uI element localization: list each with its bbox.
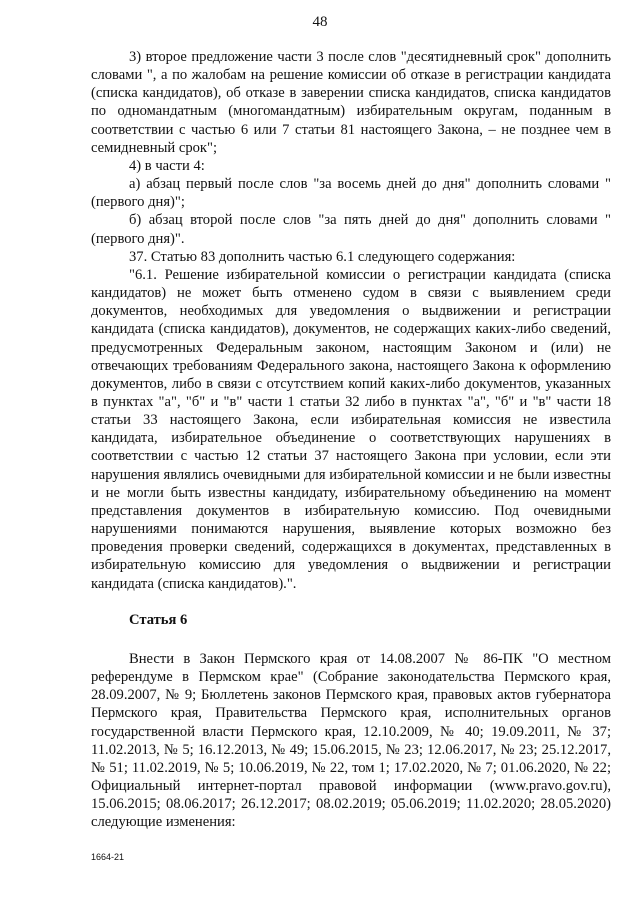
- paragraph-part-6-1: "6.1. Решение избирательной комиссии о регистрации кандидата (списка кандидатов) не может быть отменено судом в связи с выявлением среди документов, необходимых для уведомления о выдвижении и регистрации кандидата (списка кандидатов), документов, не содержащих каких-либо сведений, предусмотренных Федеральным законом, настоящим Законом и (или) не отвечающих требованиям Федерального закона, настоящего Закона к оформлению документов, либо в связи с отсутствием копий каких-либо документов, указанных в пунктах "а", "б" и "в" части 1 статьи 32 либо в пунктах "а", "б" и "в" части 18 статьи 33 настоящего Закона, если избирательная комиссия не известила кандидата, избирательное объединение о соответствующих нарушениях в соответствии с частью 12 статьи 37 настоящего Закона при условии, если эти нарушения являлись очевидными для избирательной комиссии и не были известны и не могли быть известны кандидату, избирательному объединению на момент представления документов в избирательную комиссию. Под очевидными нарушениями понимаются нарушения, выявление которых возможно без проведения проверки сведений, содержащихся в документах, представленных в избирательную комиссию для уведомления о выдвижении и регистрации кандидата (списка кандидатов).".: [91, 266, 611, 592]
- paragraph-item-3: 3) второе предложение части 3 после слов "десятидневный срок" дополнить словами ", а по жалобам на решение комиссии об отказе в регистрации кандидата (списка кандидатов), об отказе в заверении списка кандидатов, списка кандидатов по одномандатным (многомандатным) избирательным округам, поданным в соответствии с частью 6 или 7 статьи 81 настоящего Закона, – не позднее чем в семидневный срок";: [91, 49, 611, 156]
- page-number: 48: [312, 14, 328, 30]
- article-6-body: [91, 650, 611, 832]
- article-heading: Статья 6: [129, 612, 188, 628]
- paragraph-item-4: 4) в части 4:: [129, 157, 205, 174]
- paragraph-item-37: 37. Статью 83 дополнить частью 6.1 следующего содержания:: [129, 248, 516, 265]
- paragraph-subitem-a: а) абзац первый после слов "за восемь дней до дня" дополнить словами "(первого дня)";: [91, 176, 611, 211]
- article-6-paragraph: Внести в Закон Пермского края от 14.08.2007 № 86-ПК "О местном референдуме в Пермском крае" (Собрание законодательства Пермского края, 28.09.2007, № 9; Бюллетень законов Пермского края, правовых актов губернатора Пермского края, Правительства Пермского края, исполнительных органов государственной власти Пермского края, 12.10.2009, № 40; 19.09.2011, № 37; 11.02.2013, № 5; 16.12.2013, № 49; 15.06.2015, № 23; 12.06.2017, № 23; 25.12.2017, № 51; 11.02.2019, № 5; 10.06.2019, № 22, том 1; 17.02.2020, № 7; 01.06.2020, № 22; Официальный интернет-портал правовой информации (www.pravo.gov.ru), 15.06.2015; 08.06.2017; 26.12.2017; 08.02.2019; 05.06.2019; 11.02.2020; 28.05.2020) следующие изменения:: [91, 651, 611, 831]
- paragraph-subitem-b: б) абзац второй после слов "за пять дней до дня" дополнить словами "(первого дня)".: [91, 212, 611, 247]
- amendment-text: [91, 48, 611, 593]
- document-code: 1664-21: [91, 852, 125, 862]
